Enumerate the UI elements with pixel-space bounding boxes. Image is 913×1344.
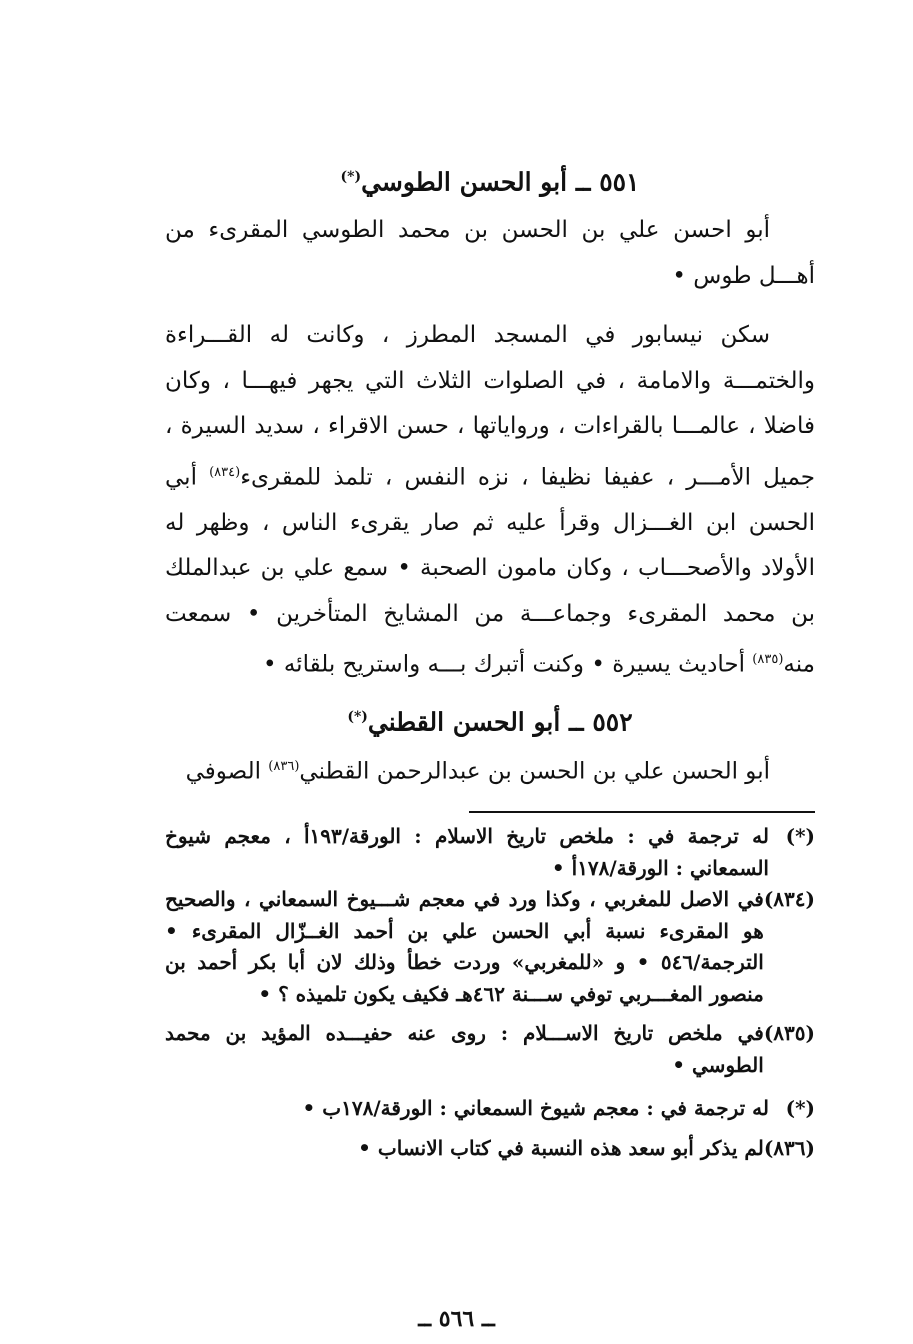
footnote-item xyxy=(165,1018,815,1081)
biography-text-part-3: أحاديث يسيرة • وكنت أتبرك بـــه واستريح بلقائه • xyxy=(262,652,753,679)
footnote-item-mark: (*) xyxy=(785,824,815,849)
footnote-item-mark: (٨٣٥) xyxy=(763,1021,815,1046)
entry-heading-552 xyxy=(165,697,815,742)
entry-552-text-part-2: الصوفي xyxy=(185,758,269,785)
entry-551-intro: أبو احسن علي بن الحسن بن محمد الطوسي المقرىء من أهـــل طوس • xyxy=(165,217,815,289)
footnote-item-mark: (٨٣٤) xyxy=(763,887,815,912)
entry-heading-text: ٥٥١ ــ أبو الحسن الطوسي xyxy=(361,167,640,197)
footnote-item-text: له ترجمة في : معجم شيوخ السمعاني : الورقة/١٧٨ب • xyxy=(302,1096,769,1121)
footnote-mark: (*) xyxy=(340,169,362,185)
footnote-item-mark: (*) xyxy=(785,1096,815,1121)
biography-text-part-1: سكن نيسابور في المسجد المطرز ، وكانت له القـــراءة والختمـــة والامامة ، في الصلوات الثلاث التي يجهر فيهـــا ، وكان فاضلا ، عالمـــا بالقراءات ، ورواياتها ، حسن الاقراء ، سديد السيرة ، جميل الأمـــر ، عفيفا نظيفا ، نزه النفس ، تلمذ للمقرىء xyxy=(165,322,815,491)
entry-551-biography xyxy=(165,313,815,688)
entry-heading-551 xyxy=(165,157,815,202)
footnote-item-text: لم يذكر أبو سعد هذه النسبة في كتاب الانساب • xyxy=(358,1135,764,1160)
entry-552-text-part-1: أبو الحسن علي بن الحسن بن عبدالرحمن القطني xyxy=(299,758,770,785)
footnote-item-mark: (٨٣٦) xyxy=(763,1135,815,1160)
footnote-ref-834: (٨٣٤) xyxy=(209,464,241,480)
biography-text-part-2: أبي الحسن ابن الغـــزال وقرأ عليه ثم صار يقرىء الناس ، وظهر له الأولاد والأصحـــاب ، وكان مامون الصحبة • سمع علي بن عبدالملك بن محمد المقرىء وجماعـــة من المشايخ المتأخرين • سمعت منه xyxy=(165,464,815,679)
entry-552-intro xyxy=(165,744,815,795)
entry-heading-text: ٥٥٢ ــ أبو الحسن القطني xyxy=(367,706,633,736)
footnote-mark: (*) xyxy=(347,708,368,725)
page-content xyxy=(165,150,815,1240)
footnote-ref-836: (٨٣٦) xyxy=(268,758,300,774)
footnote-item-text: له ترجمة في : ملخص تاريخ الاسلام : الورقة/١٩٣أ ، معجم شيوخ السمعاني : الورقة/١٧٨أ • xyxy=(165,824,769,880)
footnote-item xyxy=(165,1133,815,1165)
footnote-item xyxy=(165,1093,815,1125)
footnote-item-text: في ملخص تاريخ الاســـلام : روى عنه حفيـــده المؤيد بن محمد الطوسي • xyxy=(165,1021,764,1077)
footnote-divider xyxy=(469,811,815,813)
footnote-item-text: في الاصل للمغربي ، وكذا ورد في معجم شـــيوخ السمعاني ، والصحيح هو المقرىء نسبة أبي الحسن علي بن أحمد الغــزّال المقرىء • الترجمة/٥٤٦ • و «للمغربي» وردت خطأ وذلك لان أبا بكر أحمد بن منصور المغـــربي توفي ســـنة ٤٦٢هـ فكيف يكون تلميذه ؟ • xyxy=(165,887,764,1006)
footnote-item xyxy=(165,884,815,1010)
page-number: ــ ٥٦٦ ــ xyxy=(418,1306,495,1332)
footnote-ref-835: (٨٣٥) xyxy=(752,652,784,668)
footnote-item xyxy=(165,821,815,884)
